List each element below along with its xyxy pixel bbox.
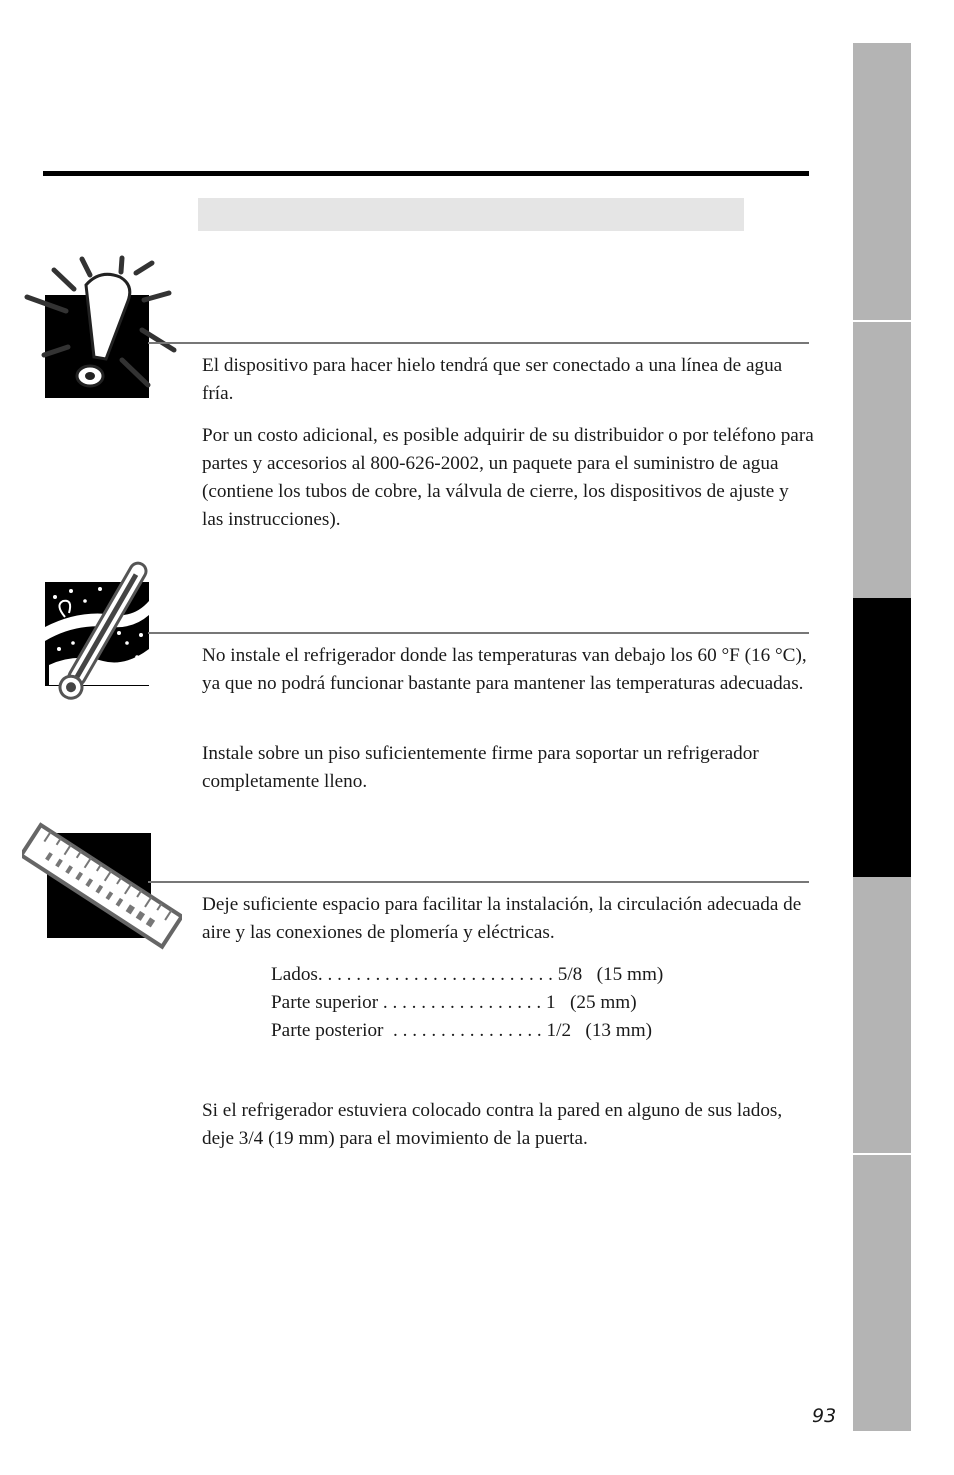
caution-icon (24, 255, 184, 400)
index-tab-2 (853, 322, 911, 598)
ruler-icon (22, 820, 182, 950)
section-rule-clearance (148, 881, 809, 883)
side-index-tabs (853, 43, 911, 1431)
index-tab-4 (853, 877, 911, 1153)
heading-bar (198, 198, 744, 231)
water-paragraph-2: Por un costo adicional, es posible adquirir de su distribuidor o por teléfono para partes y accesorios al 800-626-2002, un paquete para el suministro de agua (contiene los tubos de cobre, la válvula de cierre, los dispositivos de ajuste y las instrucciones). (202, 425, 814, 530)
clearance-paragraph: Deje suficiente espacio para facilitar la instalación, la circulación adecuada de aire y las conexiones de plomería y eléctricas. (202, 894, 802, 943)
location-paragraph-1: No instale el refrigerador donde las temperaturas van debajo los 60 °F (16 °C), ya que no podrá funcionar bastante para mantener las temperaturas adecuadas. (202, 645, 807, 694)
clearance-spec-sides: Lados. . . . . . . . . . . . . . . . . . . . . . . . . 5/8 (15 mm) (271, 964, 664, 985)
thermometer-icon (45, 557, 151, 712)
location-paragraph-2: Instale sobre un piso suficientemente firme para soportar un refrigerador completamente lleno. (202, 743, 759, 792)
water-paragraph-1: El dispositivo para hacer hielo tendrá que ser conectado a una línea de agua fría. (202, 355, 783, 404)
section-rule-location (148, 632, 809, 634)
index-tab-5 (853, 1155, 911, 1431)
clearance-spec-top: Parte superior . . . . . . . . . . . . . . . . . 1 (25 mm) (271, 992, 637, 1013)
section-rule-water (148, 342, 809, 344)
clearance-door-note: Si el refrigerador estuviera colocado contra la pared en alguno de sus lados, deje 3/4 (19 mm) para el movimiento de la puerta. (202, 1100, 783, 1149)
index-tab-1 (853, 43, 911, 320)
clearance-spec-back: Parte posterior . . . . . . . . . . . . . . . . 1/2 (13 mm) (271, 1020, 653, 1041)
index-tab-active (853, 598, 911, 877)
page-number: 93 (812, 1405, 837, 1427)
top-rule (43, 171, 809, 176)
